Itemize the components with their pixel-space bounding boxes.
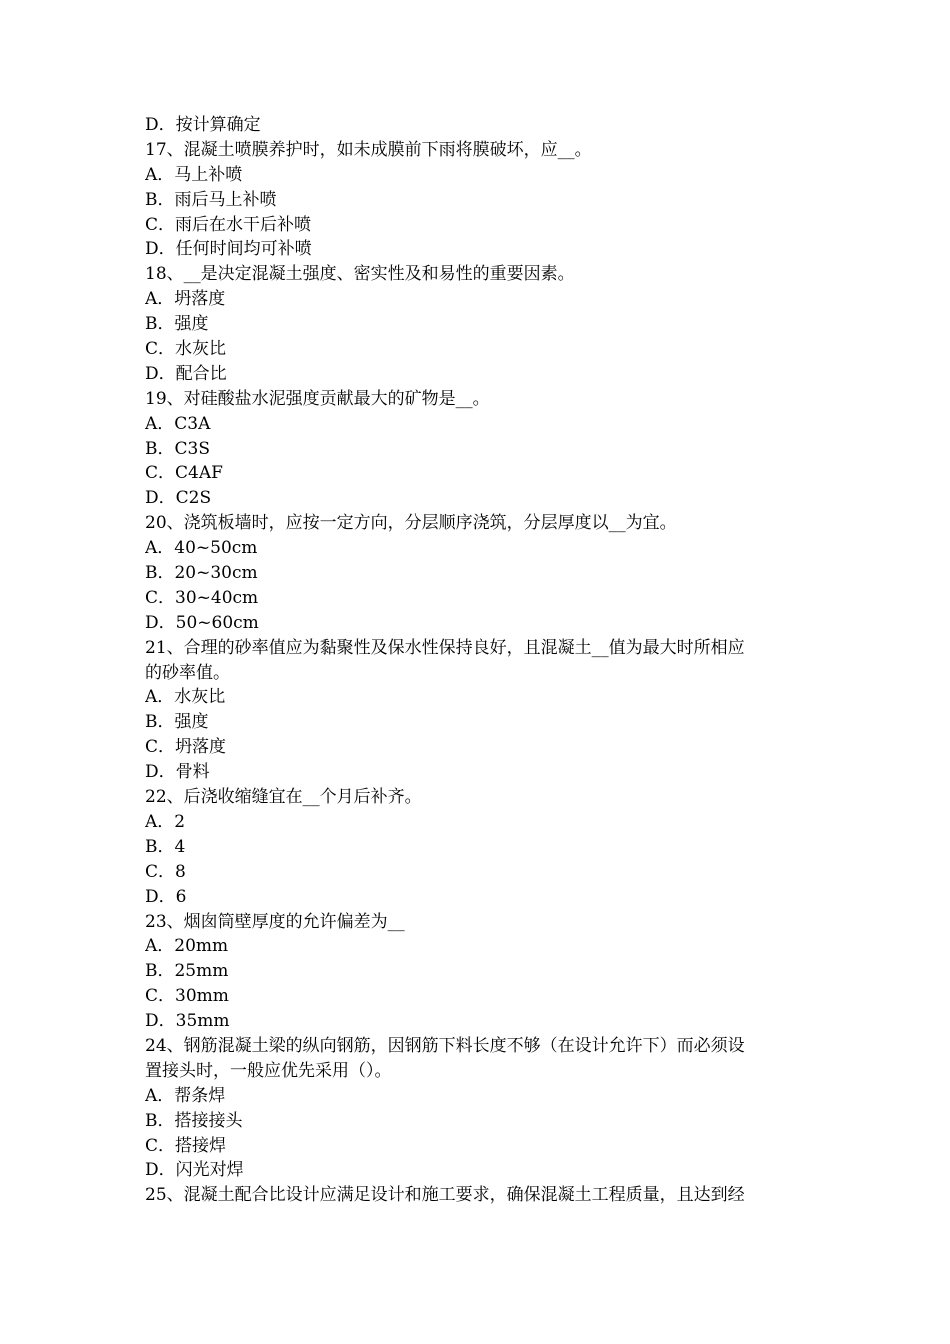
text-line: 置接头时，一般应优先采用（）。 — [145, 1060, 392, 1081]
text-line: A．2 — [145, 811, 186, 832]
text-line: C．30mm — [145, 986, 229, 1007]
text-line: A．40~50cm — [145, 538, 258, 559]
text-line: D．50~60cm — [145, 612, 259, 633]
text-line: B．雨后马上补喷 — [145, 189, 277, 210]
text-line: C．C4AF — [145, 463, 223, 484]
text-line: C．坍落度 — [145, 737, 227, 758]
text-line: 21、合理的砂率值应为黏聚性及保水性保持良好，且混凝土__值为最大时所相应 — [145, 637, 745, 658]
text-line: D．35mm — [145, 1011, 230, 1032]
text-line: D．任何时间均可补喷 — [145, 239, 312, 260]
text-line: A．马上补喷 — [145, 164, 243, 185]
text-line: 的砂率值。 — [145, 662, 230, 683]
text-line: 25、混凝土配合比设计应满足设计和施工要求，确保混凝土工程质量，且达到经 — [145, 1185, 745, 1206]
document-page — [145, 113, 815, 1208]
text-line: 17、混凝土喷膜养护时，如未成膜前下雨将膜破坏，应__。 — [145, 139, 592, 160]
text-line: C．8 — [145, 861, 186, 882]
text-line: C．搭接焊 — [145, 1135, 227, 1156]
text-line: A．20mm — [145, 936, 229, 957]
text-line: C．30~40cm — [145, 587, 259, 608]
text-line: B．C3S — [145, 438, 210, 459]
text-line: C．雨后在水干后补喷 — [145, 214, 312, 235]
text-line: A．坍落度 — [145, 289, 226, 310]
text-line: B．强度 — [145, 712, 209, 733]
text-line: C．水灰比 — [145, 339, 227, 360]
text-line: A．水灰比 — [145, 687, 226, 708]
text-line: A．C3A — [145, 413, 211, 434]
text-line: D．6 — [145, 886, 187, 907]
text-line: D．闪光对焊 — [145, 1160, 244, 1181]
text-line: B．20~30cm — [145, 563, 258, 584]
text-line: 18、__是决定混凝土强度、密实性及和易性的重要因素。 — [145, 264, 575, 285]
text-line: D．配合比 — [145, 363, 227, 384]
text-line: D．按计算确定 — [145, 115, 261, 135]
text-line: D．骨料 — [145, 762, 210, 783]
text-line: 19、对硅酸盐水泥强度贡献最大的矿物是__。 — [145, 388, 490, 409]
text-line: D．C2S — [145, 488, 212, 509]
text-line: 24、钢筋混凝土梁的纵向钢筋，因钢筋下料长度不够（在设计允许下）而必须设 — [145, 1035, 745, 1056]
text-line: B．强度 — [145, 314, 209, 335]
text-line: A．帮条焊 — [145, 1085, 226, 1106]
text-line: B．搭接接头 — [145, 1110, 243, 1131]
text-line: B．25mm — [145, 961, 229, 982]
text-line: 23、烟囱筒壁厚度的允许偏差为__ — [145, 911, 405, 932]
text-line: 20、浇筑板墙时，应按一定方向，分层顺序浇筑，分层厚度以__为宜。 — [145, 513, 677, 534]
text-line: 22、后浇收缩缝宜在__个月后补齐。 — [145, 787, 422, 808]
text-line: B．4 — [145, 836, 186, 857]
